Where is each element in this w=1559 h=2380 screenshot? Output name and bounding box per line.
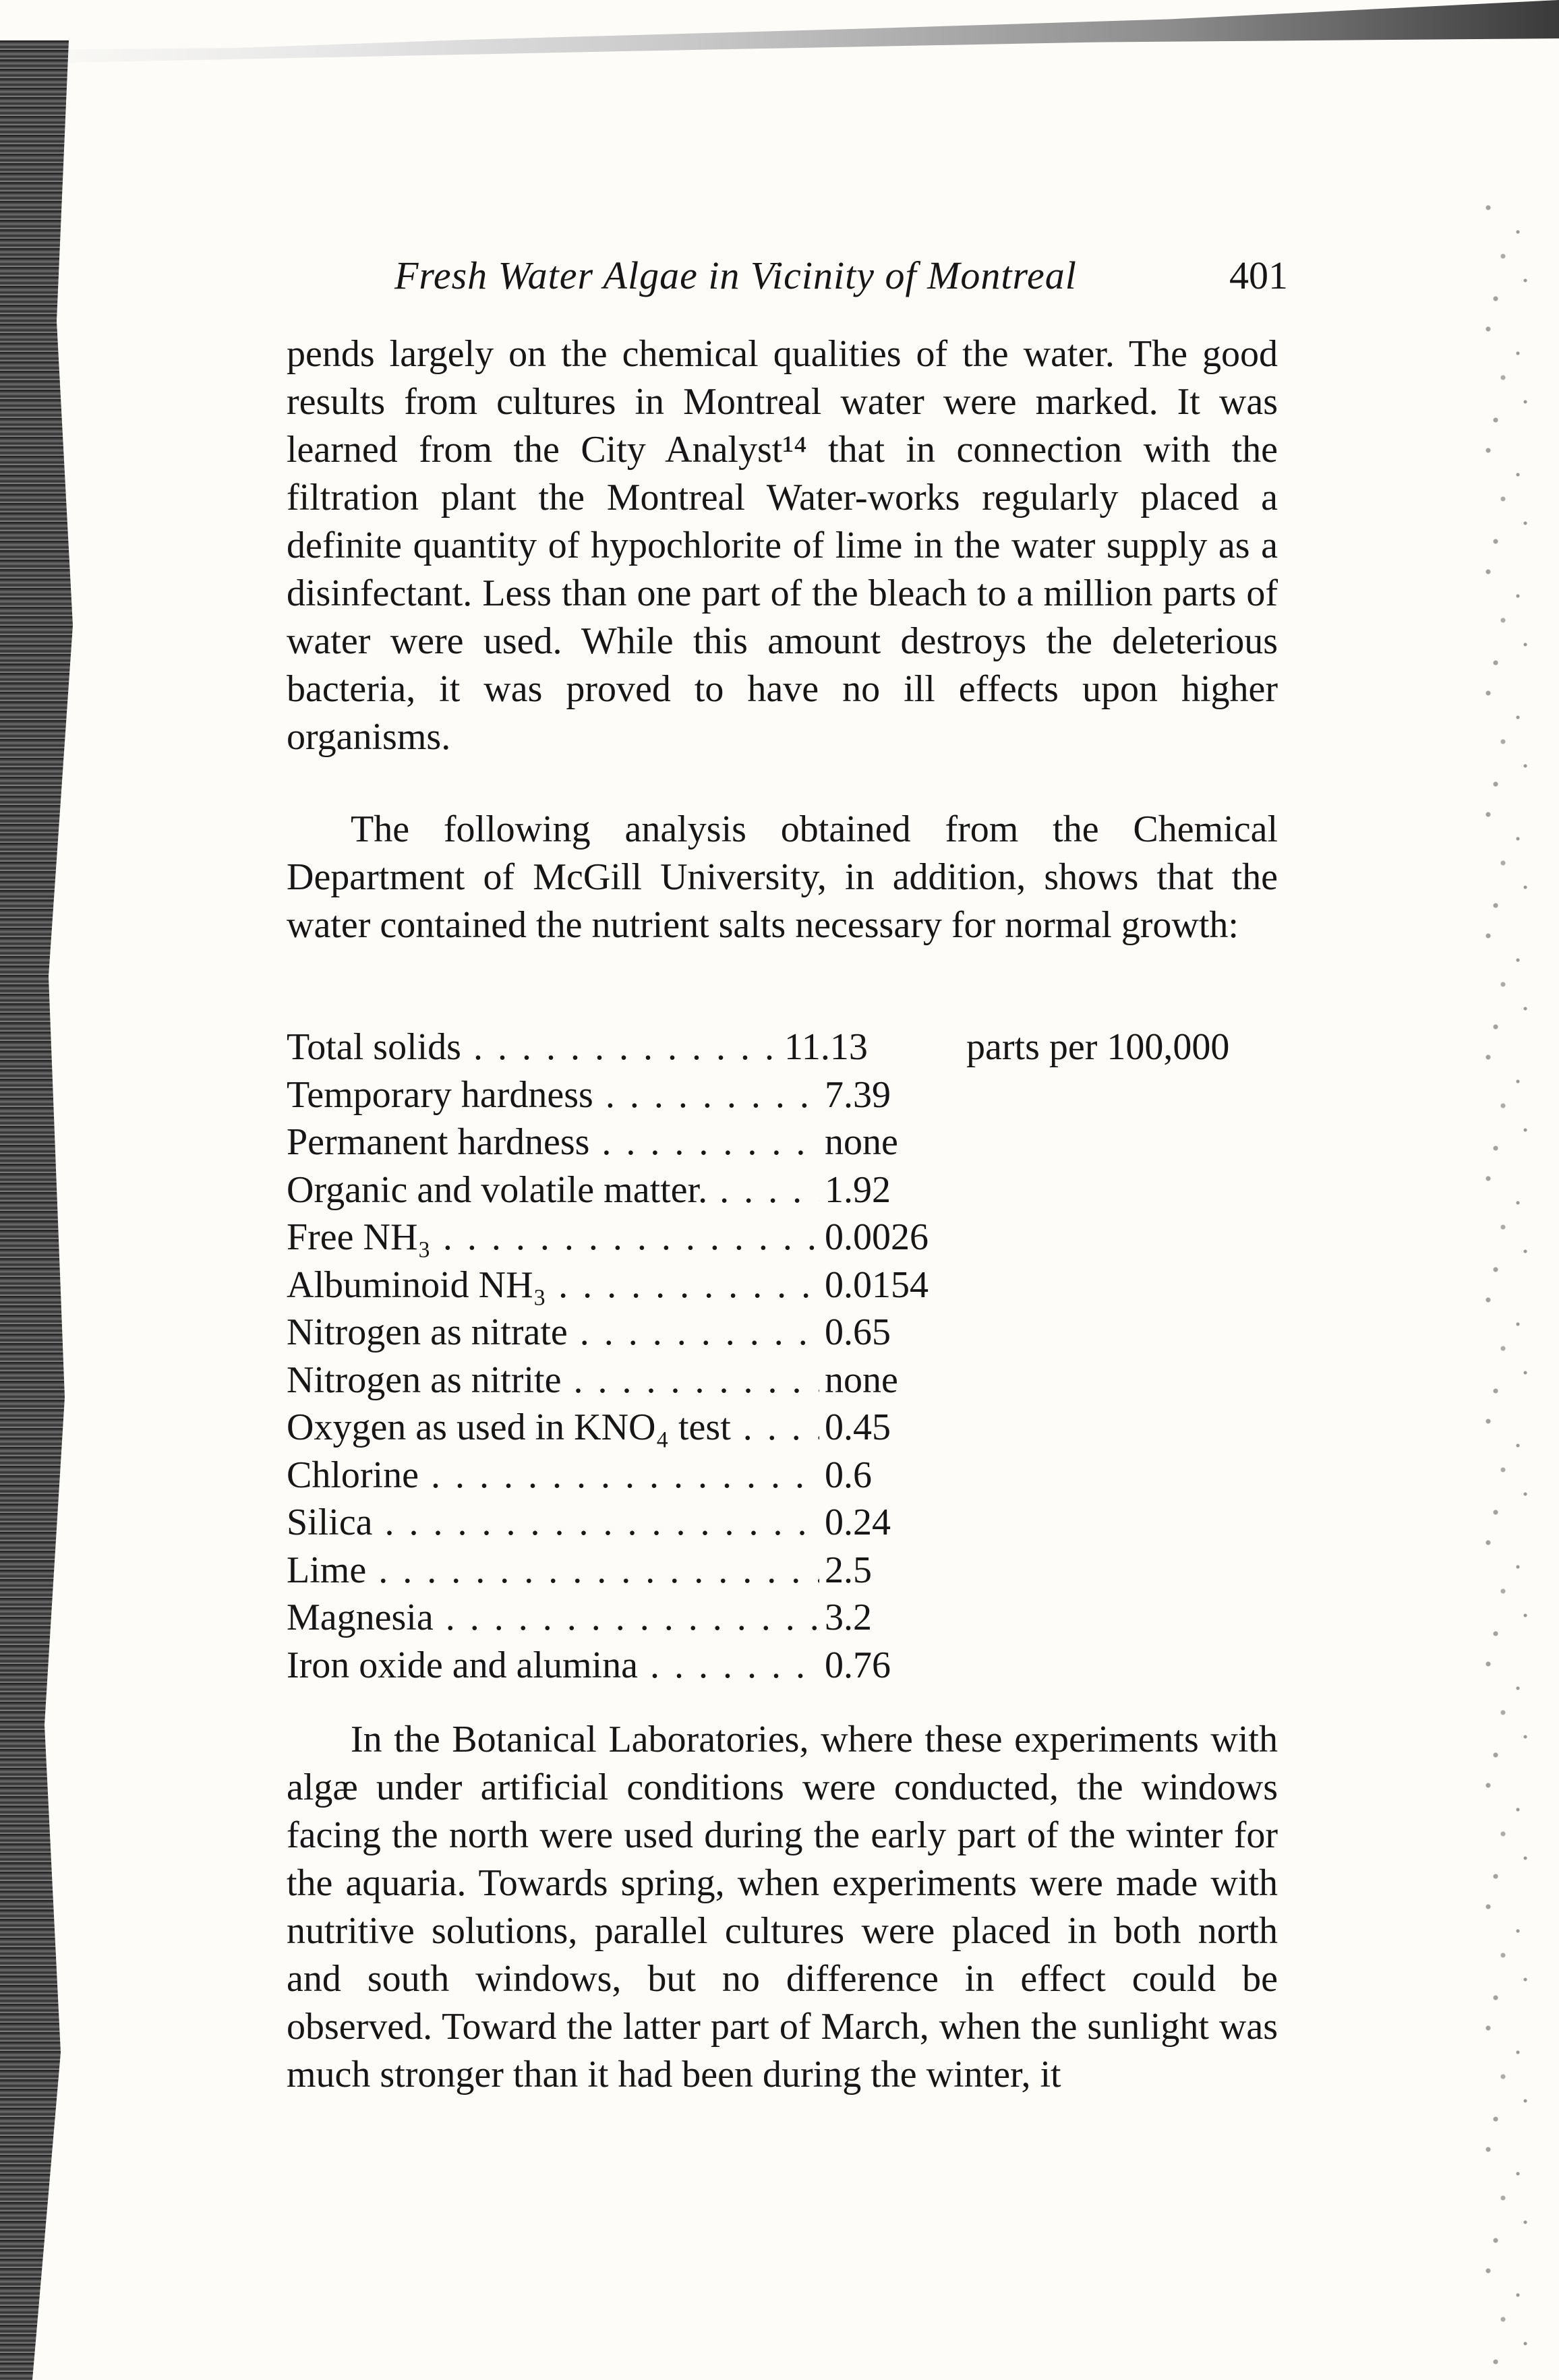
- running-title: Fresh Water Algae in Vicinity of Montreal: [394, 254, 1077, 297]
- paragraph-2: The following analysis obtained from the Chemical Department of McGill University, in addition, shows that the water contained the nutrient salts necessary for normal growth:: [287, 808, 1278, 946]
- table-row: [287, 1166, 1278, 1214]
- table-row: [287, 1023, 1278, 1071]
- table-row: [287, 1547, 1278, 1595]
- analysis-label: Nitrogen as nitrate . . .: [287, 1309, 819, 1357]
- table-row: [287, 1404, 1278, 1452]
- analysis-label: Total solids . . .: [287, 1023, 779, 1071]
- analysis-label: Chlorine . . .: [287, 1452, 819, 1499]
- table-row: [287, 1071, 1278, 1119]
- analysis-label: Albuminoid NH₃ . . .: [287, 1261, 819, 1309]
- analysis-value: none: [819, 1119, 898, 1166]
- table-row: [287, 1642, 1278, 1690]
- analysis-value: 0.24: [819, 1499, 891, 1547]
- analysis-value: 0.0026: [819, 1214, 929, 1261]
- page-number: 401: [1229, 254, 1288, 297]
- page-header: [394, 253, 1288, 307]
- analysis-value: 1.92: [819, 1166, 891, 1214]
- scan-top-edge: [0, 0, 1559, 64]
- table-row: [287, 1452, 1278, 1499]
- analysis-value: 7.39: [819, 1071, 891, 1119]
- table-row: [287, 1309, 1278, 1357]
- analysis-label: Silica . . .: [287, 1499, 819, 1547]
- analysis-value: 11.13: [779, 1023, 868, 1071]
- analysis-value: 0.45: [819, 1404, 891, 1452]
- analysis-value: none: [819, 1357, 898, 1404]
- analysis-label: Temporary hardness . . .: [287, 1071, 819, 1119]
- analysis-value: 0.76: [819, 1642, 891, 1690]
- paragraph-3: In the Botanical Laboratories, where these experiments with algæ under artificial conditions were conducted, the windows facing the north were used during the early part of the winter for the aquaria. Towards spring, when experiments were made with nutritive solutions, parallel cultures were placed in both north and south windows, but no difference in effect could be observed. Toward the latter part of March, when the sunlight was much stronger than it had been during the winter, it: [287, 1719, 1278, 2095]
- table-row: [287, 1499, 1278, 1547]
- paragraph-1: pends largely on the chemical qualities of the water. The good results from cultures in Montreal water were marked. It was learned from the City Analyst¹⁴ that in connection with the filtration plant the Montreal Water-works regularly placed a definite quantity of hypochlorite of lime in the water supply as a disinfectant. Less than one part of the bleach to a million parts of water were used. While this amount destroys the deleterious bacteria, it was proved to have no ill effects upon higher organisms.: [287, 333, 1278, 758]
- analysis-label: Organic and volatile matter. . . .: [287, 1166, 819, 1214]
- table-row: [287, 1261, 1278, 1309]
- analysis-value: 0.0154: [819, 1261, 929, 1309]
- scan-left-edge: [0, 40, 81, 2380]
- analysis-label: Iron oxide and alumina . . .: [287, 1642, 819, 1690]
- analysis-value: 0.65: [819, 1309, 891, 1357]
- table-row: [287, 1214, 1278, 1261]
- analysis-label: Free NH₃ . . .: [287, 1214, 819, 1261]
- analysis-label: Oxygen as used in KNO₄ test . . .: [287, 1404, 819, 1452]
- analysis-value: 2.5: [819, 1547, 872, 1595]
- water-analysis-table: [287, 1023, 1278, 1689]
- analysis-label: Lime . . .: [287, 1547, 819, 1595]
- analysis-label: Nitrogen as nitrite . . .: [287, 1357, 819, 1404]
- table-row: [287, 1594, 1278, 1642]
- analysis-unit: parts per 100,000: [961, 1023, 1229, 1071]
- analysis-value: 3.2: [819, 1594, 872, 1642]
- analysis-value: 0.6: [819, 1452, 872, 1499]
- table-row: [287, 1357, 1278, 1404]
- analysis-label: Permanent hardness . . .: [287, 1119, 819, 1166]
- table-row: [287, 1119, 1278, 1166]
- scan-right-speckle: [1473, 196, 1548, 2380]
- analysis-label: Magnesia . . .: [287, 1594, 819, 1642]
